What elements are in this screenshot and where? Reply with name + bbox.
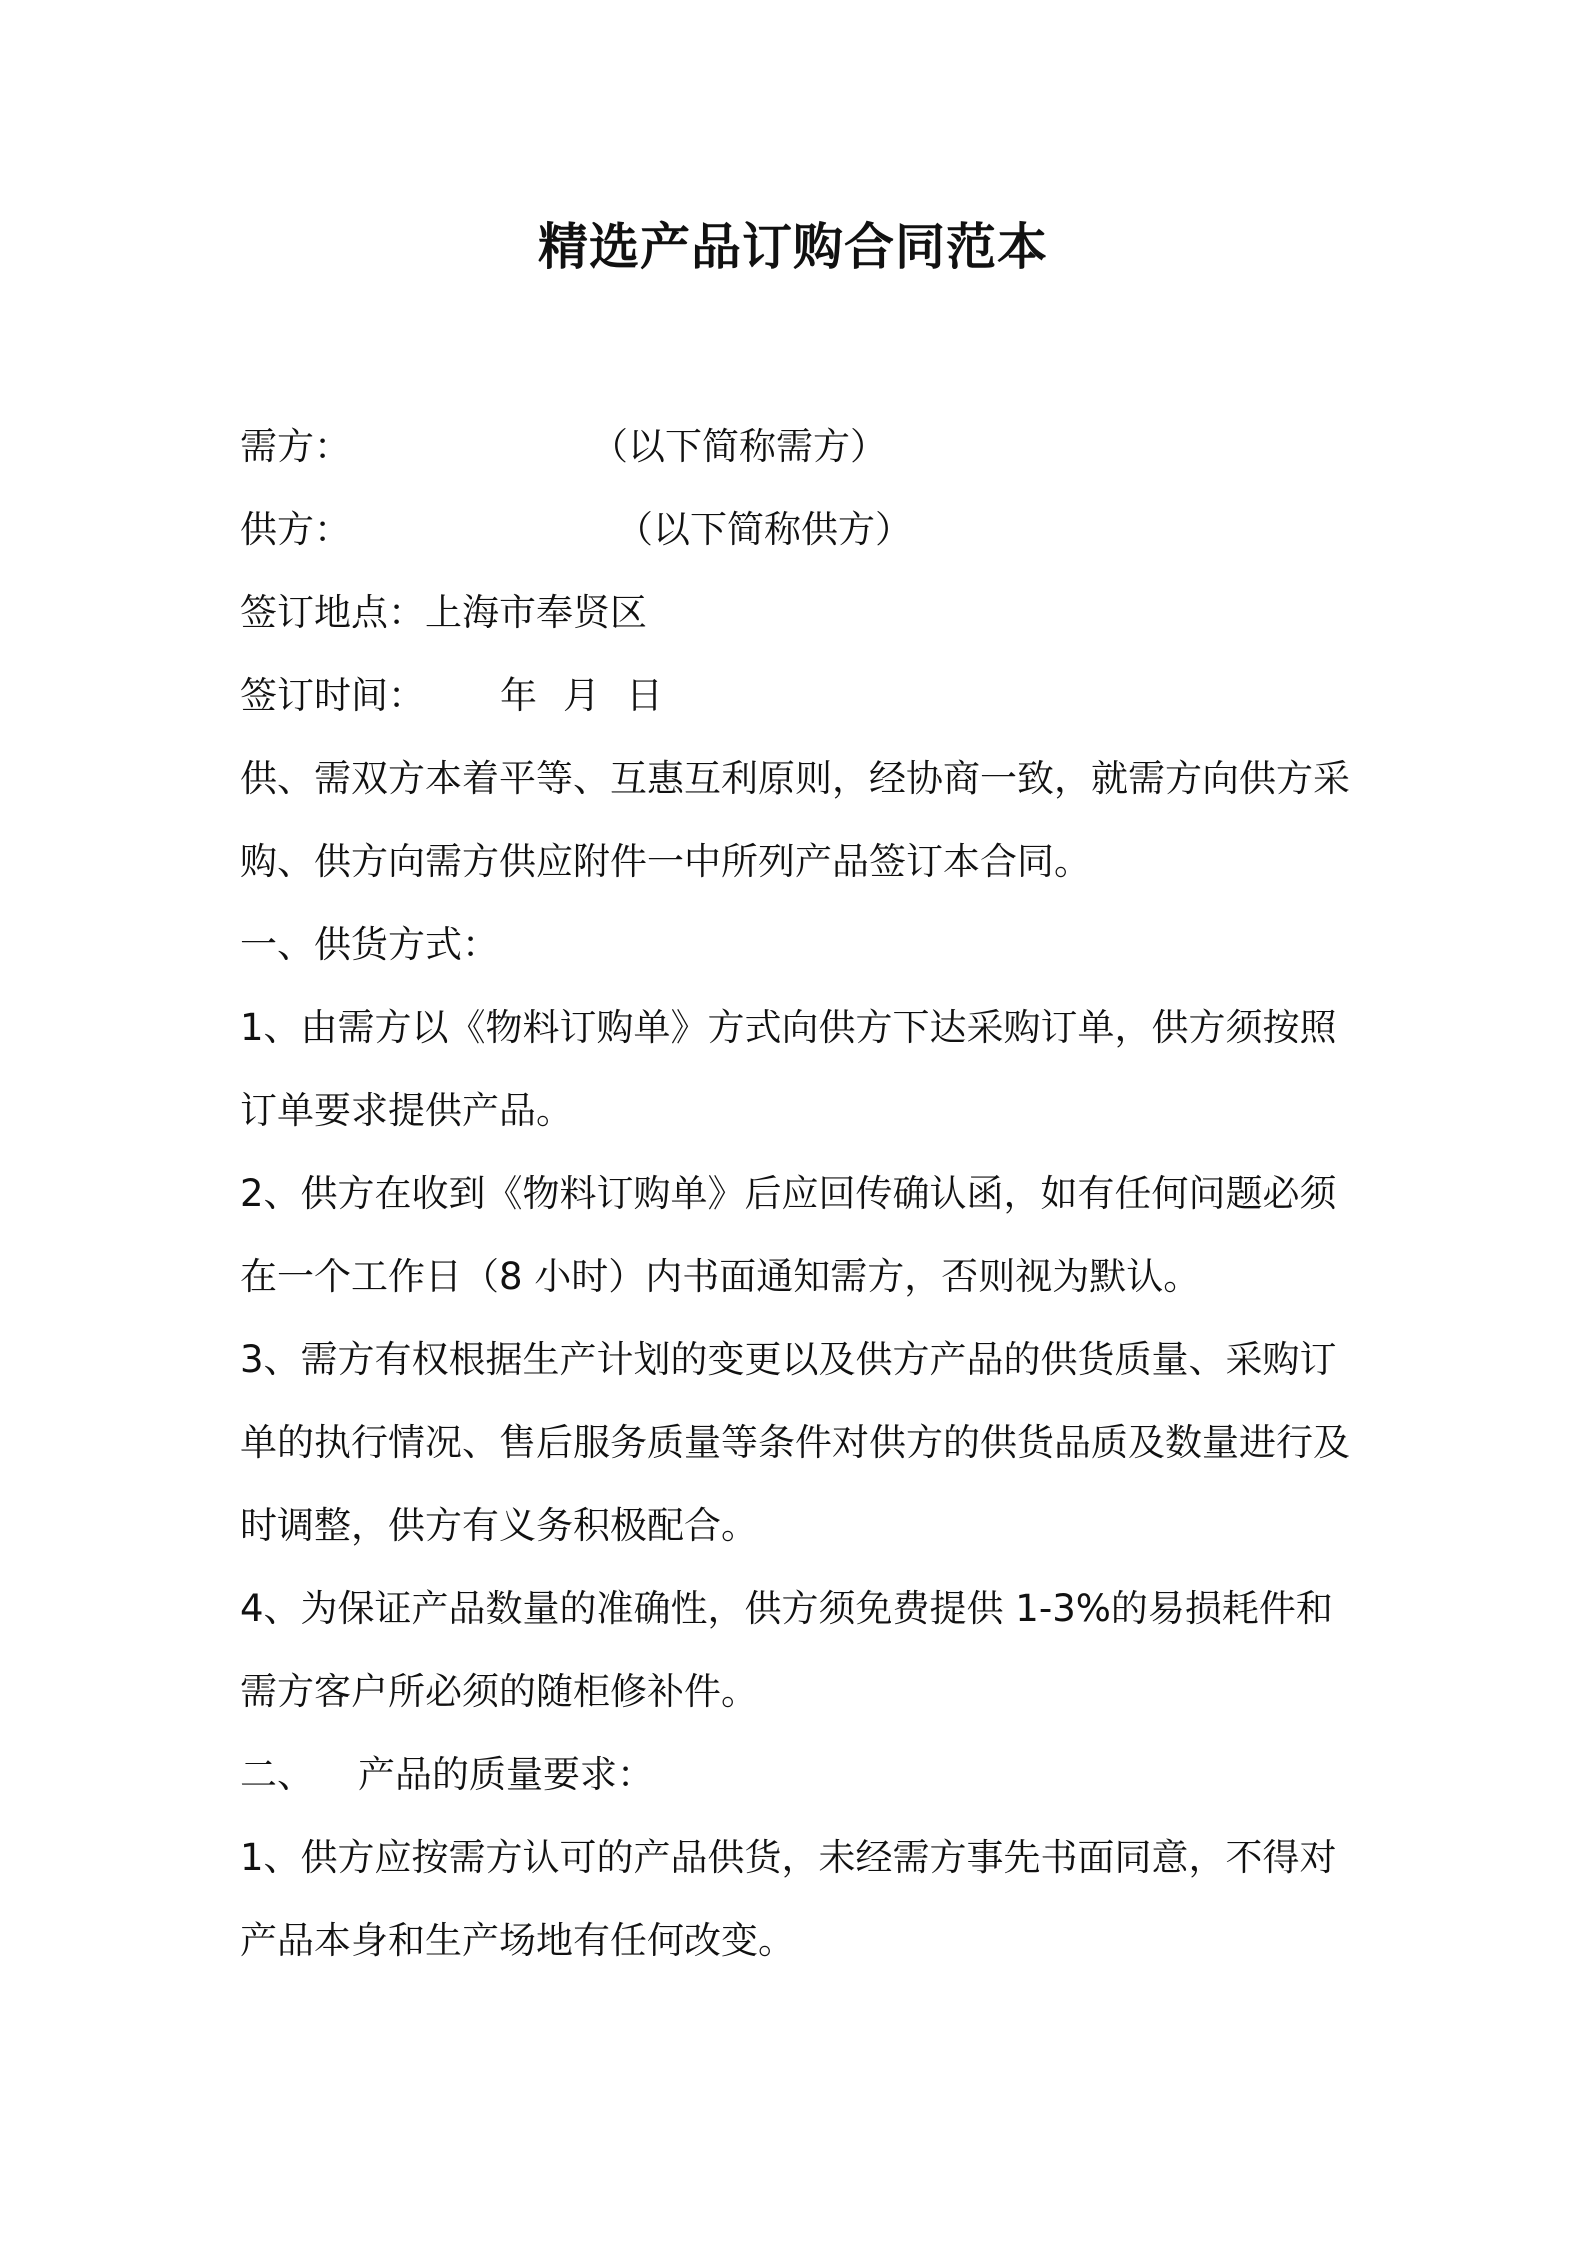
demand-party-label: 需方： bbox=[240, 425, 351, 468]
sign-place-label: 签订地点： bbox=[240, 591, 425, 634]
clause-line: 需方客户所必须的随柜修补件。 bbox=[240, 1670, 758, 1713]
sign-place-line bbox=[240, 571, 1360, 654]
clause-line: 在一个工作日（8 小时）内书面通知需方，否则视为默认。 bbox=[240, 1255, 1201, 1298]
clause-line: 4、为保证产品数量的准确性，供方须免费提供 1-3%的易损耗件和 bbox=[240, 1587, 1333, 1630]
document-body bbox=[240, 405, 1360, 1982]
sign-time-year: 年 bbox=[500, 674, 537, 717]
clause-line: 单的执行情况、售后服务质量等条件对供方的供货品质及数量进行及 bbox=[240, 1421, 1350, 1464]
supply-party-label: 供方： bbox=[240, 508, 351, 551]
section-title: 产品的质量要求： bbox=[358, 1753, 654, 1796]
sign-time-day: 日 bbox=[626, 674, 663, 717]
document-title: 精选产品订购合同范本 bbox=[538, 218, 1048, 276]
demand-party-note: （以下简称需方） bbox=[591, 425, 887, 468]
clause-line: 时调整，供方有义务积极配合。 bbox=[240, 1504, 758, 1547]
sign-place-value: 上海市奉贤区 bbox=[425, 591, 647, 634]
sign-time-label: 签订时间： bbox=[240, 674, 425, 717]
intro-line: 购、供方向需方供应附件一中所列产品签订本合同。 bbox=[240, 840, 1091, 883]
sign-time-line bbox=[240, 654, 1360, 737]
clause-line: 3、需方有权根据生产计划的变更以及供方产品的供货质量、采购订 bbox=[240, 1338, 1337, 1381]
section-heading: 一、供货方式： bbox=[240, 923, 499, 966]
section-number: 二、 bbox=[240, 1753, 314, 1796]
supply-party-note: （以下简称供方） bbox=[616, 508, 912, 551]
clause-line: 2、供方在收到《物料订购单》后应回传确认函，如有任何问题必须 bbox=[240, 1172, 1337, 1215]
demand-party-line bbox=[240, 405, 1360, 488]
section-heading bbox=[240, 1733, 1360, 1816]
clause-line: 1、供方应按需方认可的产品供货，未经需方事先书面同意，不得对 bbox=[240, 1836, 1337, 1879]
sign-time-month: 月 bbox=[563, 674, 600, 717]
supply-party-line bbox=[240, 488, 1360, 571]
clause-line: 订单要求提供产品。 bbox=[240, 1089, 573, 1132]
intro-line: 供、需双方本着平等、互惠互利原则，经协商一致，就需方向供方采 bbox=[240, 757, 1350, 800]
clause-line: 1、由需方以《物料订购单》方式向供方下达采购订单，供方须按照 bbox=[240, 1006, 1337, 1049]
clause-line: 产品本身和生产场地有任何改变。 bbox=[240, 1919, 795, 1962]
